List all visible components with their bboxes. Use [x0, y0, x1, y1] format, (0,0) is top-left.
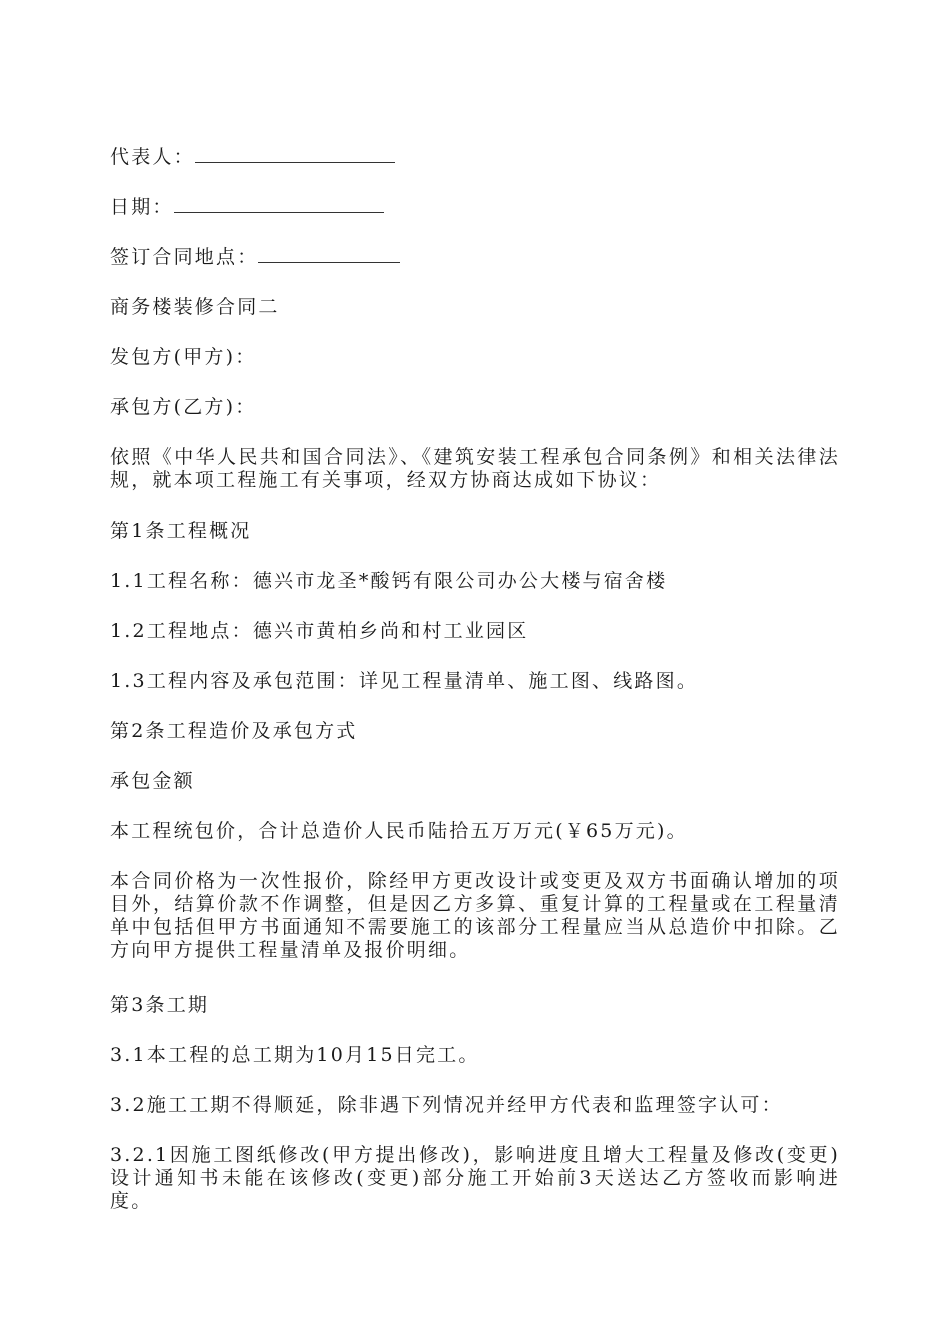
representative-line [110, 146, 840, 169]
representative-blank [195, 148, 395, 163]
article-2-price-note: 本合同价格为一次性报价，除经甲方更改设计或变更及双方书面确认增加的项目外，结算价款不作调整，但是因乙方多算、重复计算的工程量或在工程量清单中包括但甲方书面通知不需要施工的该部分工程量应当从总造价中扣除。乙方向甲方提供工程量清单及报价明细。 [110, 870, 840, 961]
signing-place-line [110, 246, 840, 269]
article-1-item-1: 1.1工程名称：德兴市龙圣*酸钙有限公司办公大楼与宿舍楼 [110, 570, 668, 592]
article-3-item-2: 3.2施工工期不得顺延，除非遇下列情况并经甲方代表和监理签字认可： [110, 1094, 783, 1116]
article-1-item-3: 1.3工程内容及承包范围：详见工程量清单、施工图、线路图。 [110, 670, 699, 692]
article-1-heading: 第1条工程概况 [110, 520, 252, 542]
contract-title: 商务楼装修合同二 [110, 296, 280, 318]
date-label: 日期： [110, 196, 174, 218]
article-3-item-1: 3.1本工程的总工期为10月15日完工。 [110, 1044, 480, 1066]
signing-place-blank [258, 248, 400, 263]
article-1-item-2: 1.2工程地点：德兴市黄柏乡尚和村工业园区 [110, 620, 529, 642]
article-3-item-2-1: 3.2.1因施工图纸修改(甲方提出修改)，影响进度且增大工程量及修改(变更)设计通知书未能在该修改(变更)部分施工开始前3天送达乙方签收而影响进度。 [110, 1144, 840, 1212]
article-2-price-text: 本工程统包价，合计总造价人民币陆拾五万万元(￥65万元)。 [110, 820, 688, 842]
representative-label: 代表人： [110, 146, 195, 168]
date-blank [174, 198, 384, 213]
date-line [110, 196, 840, 219]
article-2-subheading: 承包金额 [110, 770, 195, 792]
preamble-paragraph: 依照《中华人民共和国合同法》、《建筑安装工程承包合同条例》和相关法律法规，就本项工程施工有关事项，经双方协商达成如下协议： [110, 446, 840, 491]
signing-place-label: 签订合同地点： [110, 246, 259, 268]
party-b-label: 承包方(乙方)： [110, 396, 257, 418]
article-3-heading: 第3条工期 [110, 994, 210, 1016]
party-a-label: 发包方(甲方)： [110, 346, 257, 368]
article-2-heading: 第2条工程造价及承包方式 [110, 720, 358, 742]
